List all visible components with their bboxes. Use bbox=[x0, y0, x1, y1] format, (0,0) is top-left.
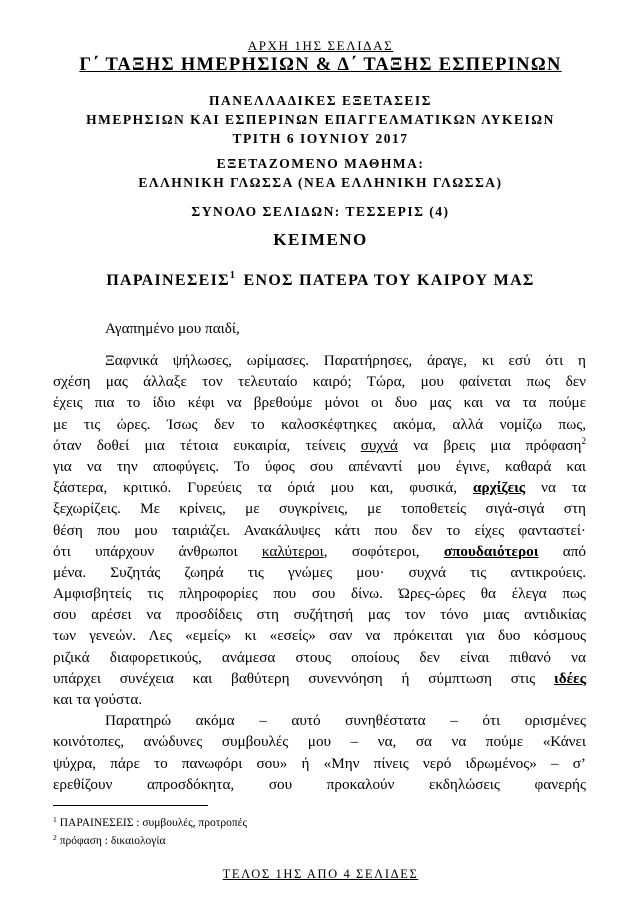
bold-underlined-word: σπουδαιότεροι bbox=[443, 542, 539, 560]
page-start-marker: ΑΡΧΗ 1ΗΣ ΣΕΛΙΔΑΣ bbox=[247, 38, 394, 53]
exam-date: ΤΡΙΤΗ 6 ΙΟΥΝΙΟΥ 2017 bbox=[232, 131, 409, 146]
bold-underlined-word: αρχίζεις bbox=[472, 479, 526, 497]
page-end-marker: ΤΕΛΟΣ 1ΗΣ ΑΠΟ 4 ΣΕΛΙΔΕΣ bbox=[222, 867, 419, 881]
bold-underlined-word: ιδέες bbox=[554, 669, 586, 687]
body-line: για να την αποφύγεις. Το ύφος σου απέναντί μου έγινε, καθαρά και bbox=[53, 457, 586, 475]
body-line: κοινότοπες, ανώδυνες συμβουλές μου – να, σα να πούμε «Κάνει bbox=[53, 733, 586, 751]
body-line: ριζικά διαφορετικούς, ανάμεσα στους οποίους δεν είναι πιθανό να bbox=[53, 648, 586, 666]
body-line: και τα γούστα. bbox=[53, 691, 143, 708]
body-line: σχέση μας άλλαξε τον τελευταίο καιρό; Τώρα, μου φαίνεται πως δεν bbox=[53, 373, 586, 391]
body-line: ξεχωρίζεις. Με κρίνεις, με συγκρίνεις, με τοποθετείς σιγά-σιγά στη bbox=[53, 500, 586, 518]
exam-heading-line: ΗΜΕΡΗΣΙΩΝ ΚΑΙ ΕΣΠΕΡΙΝΩΝ ΕΠΑΓΓΕΛΜΑΤΙΚΩΝ ΛΥΚΕΙΩΝ bbox=[86, 112, 555, 127]
text-section-label: ΚΕΙΜΕΝΟ bbox=[273, 230, 368, 249]
footnote: $^2$ πρόφαση : δικαιολογία bbox=[53, 833, 166, 847]
body-line: Παρατηρώ ακόμα – αυτό συνηθέστατα – ότι ορισμένες bbox=[105, 712, 586, 730]
body-line: υπάρχει συνέχεια και βαθύτερη συνεννόηση ή σύμπτωση στις ιδέες bbox=[53, 669, 586, 687]
text-title: ΠΑΡΑΙΝΕΣΕΙΣ$^1$ ΕΝΟΣ ΠΑΤΕΡΑ ΤΟΥ ΚΑΙΡΟΥ ΜΑΣ bbox=[106, 270, 535, 289]
footnote: $^1$ ΠΑΡΑΙΝΕΣΕΙΣ : συμβουλές, προτροπές bbox=[53, 815, 248, 829]
footnote-ref: 1 bbox=[229, 270, 237, 281]
letter-greeting: Αγαπημένο μου παιδί, bbox=[105, 320, 240, 337]
footnote-divider bbox=[53, 805, 208, 806]
total-pages: ΣΥΝΟΛΟ ΣΕΛΙΔΩΝ: ΤΕΣΣΕΡΙΣ (4) bbox=[191, 204, 450, 219]
body-line: ξάστερα, κριτικό. Γυρεύεις τα όριά μου και, φυσικά, αρχίζεις να τα bbox=[53, 479, 586, 497]
exam-subject-label: ΕΞΕΤΑΖΟΜΕΝΟ ΜΑΘΗΜΑ: bbox=[216, 156, 425, 171]
exam-subject: ΕΛΛΗΝΙΚΗ ΓΛΩΣΣΑ (ΝΕΑ ΕΛΛΗΝΙΚΗ ΓΛΩΣΣΑ) bbox=[138, 175, 503, 190]
body-line: σου αρέσει να προσδίδεις στη συζήτησή μας τον τόνο μιας αντιδικίας bbox=[53, 606, 586, 624]
body-line: Ξαφνικά ψήλωσες, ωρίμασες. Παρατήρησες, άραγε, κι εσύ ότι η bbox=[105, 352, 586, 369]
exam-title: Γ΄ ΤΑΞΗΣ ΗΜΕΡΗΣΙΩΝ & Δ΄ ΤΑΞΗΣ ΕΣΠΕΡΙΝΩΝ bbox=[79, 55, 562, 75]
body-line: όταν δοθεί μια τέτοια ευκαιρία, τείνεις συχνά να βρεις μια πρόφαση$^2$ bbox=[53, 435, 586, 454]
body-line: μένα. Συζητάς ζωηρά τις γνώμες μου· συχνά τις αντικρούεις. bbox=[53, 563, 586, 581]
body-line: θέση που μου ταιριάζει. Ανακάλυψες κάτι που δεν το είχες φανταστεί· bbox=[53, 521, 586, 539]
body-line: ψύχρα, πάρε το πανωφόρι σου» ή «Μην πίνεις νερό ιδρωμένος» – σ’ bbox=[53, 754, 586, 772]
body-line: των γενεών. Λες «εμείς» κι «εσείς» σαν να πρόκειται για δυο κόσμους bbox=[53, 627, 586, 645]
underlined-word: καλύτεροι bbox=[261, 542, 324, 560]
body-line: έχεις πια το ίδιο κέφι να βρεθούμε μόνοι οι δυο μας και να τα πούμε bbox=[53, 394, 586, 412]
exam-heading-line: ΠΑΝΕΛΛΑΔΙΚΕΣ ΕΞΕΤΑΣΕΙΣ bbox=[208, 93, 433, 108]
body-line: με τις ώρες. Ίσως δεν το καλοσκέφτηκες ακόμα, αλλά νομίζω πως, bbox=[53, 415, 586, 433]
body-line: ερεθίζουν απροσδόκητα, σου προκαλούν εκδηλώσεις φανερής bbox=[53, 775, 586, 793]
underlined-word: συχνά bbox=[360, 436, 398, 454]
letter-body bbox=[53, 350, 586, 795]
body-line: Αμφισβητείς τις πληροφορίες που σου δίνω. Ώρες-ώρες θα έλεγα πως bbox=[53, 585, 586, 603]
footnote-ref: 2 bbox=[581, 435, 586, 446]
body-line: ότι υπάρχουν άνθρωποι καλύτεροι, σοφότεροι, σπουδαιότεροι από bbox=[53, 542, 586, 560]
